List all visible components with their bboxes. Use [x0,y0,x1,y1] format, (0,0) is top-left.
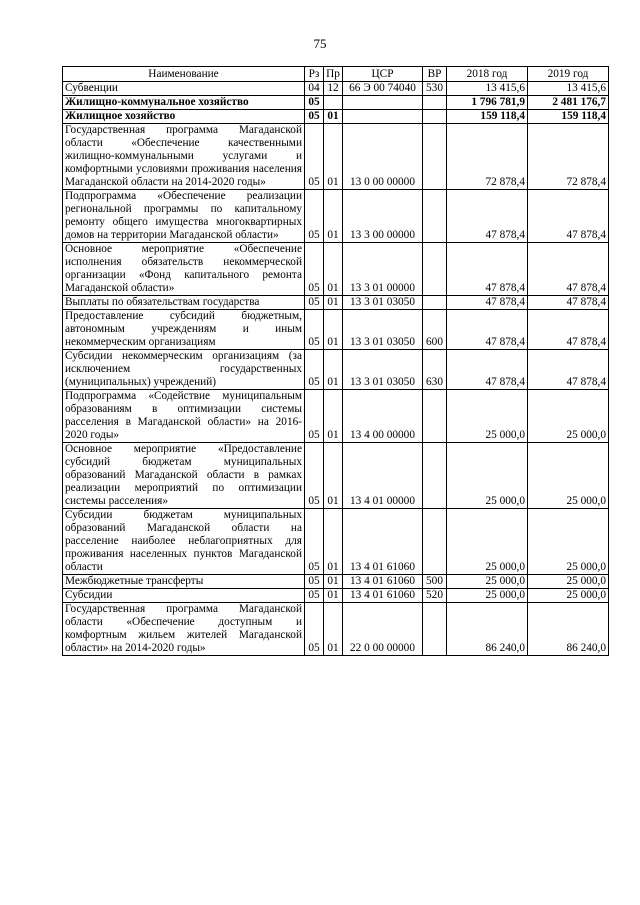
row-2019: 72 878,4 [528,124,609,190]
row-name: Основное мероприятие «Предоставление субсидий бюджетам муниципальных образований Магаданской области в рамках реализации мероприятий по оптимизации системы расселения» [63,443,305,509]
table-row [63,296,609,310]
table-header-row [63,67,609,82]
row-2018: 159 118,4 [447,110,528,124]
row-rz: 05 [305,96,324,110]
row-pr: 01 [324,603,343,656]
row-2019: 25 000,0 [528,390,609,443]
row-csr: 13 4 00 00000 [343,390,423,443]
row-pr: 01 [324,190,343,243]
row-csr: 13 4 01 61060 [343,589,423,603]
row-name: Выплаты по обязательствам государства [63,296,305,310]
table-row [63,390,609,443]
row-rz: 05 [305,190,324,243]
row-2018: 13 415,6 [447,82,528,96]
row-vr [423,509,447,575]
row-2018: 47 878,4 [447,190,528,243]
row-rz: 05 [305,124,324,190]
row-vr: 630 [423,350,447,390]
row-vr [423,96,447,110]
table-row [63,589,609,603]
row-rz: 05 [305,575,324,589]
row-vr [423,603,447,656]
row-pr: 01 [324,443,343,509]
row-name: Жилищно-коммунальное хозяйство [63,96,305,110]
row-csr: 13 3 01 00000 [343,243,423,296]
row-name: Субвенции [63,82,305,96]
row-2018: 25 000,0 [447,509,528,575]
header-pr: Пр [324,67,343,82]
header-name: Наименование [63,67,305,82]
header-rz: Рз [305,67,324,82]
table-row [63,96,609,110]
row-2019: 47 878,4 [528,296,609,310]
row-pr: 01 [324,243,343,296]
table-row [63,124,609,190]
table-row [63,82,609,96]
header-csr: ЦСР [343,67,423,82]
row-csr: 13 4 01 61060 [343,575,423,589]
row-rz: 05 [305,390,324,443]
table-row [63,575,609,589]
table-row [63,243,609,296]
header-2019: 2019 год [528,67,609,82]
row-vr: 520 [423,589,447,603]
table-row [63,310,609,350]
row-rz: 05 [305,509,324,575]
row-2018: 86 240,0 [447,603,528,656]
row-vr: 500 [423,575,447,589]
row-2019: 25 000,0 [528,575,609,589]
row-csr: 13 3 01 03050 [343,350,423,390]
row-pr: 01 [324,350,343,390]
row-2019: 13 415,6 [528,82,609,96]
row-csr: 13 4 01 00000 [343,443,423,509]
row-name: Предоставление субсидий бюджетным, автономным учреждениям и иным некоммерческим организациям [63,310,305,350]
row-csr [343,96,423,110]
row-name: Подпрограмма «Обеспечение реализации региональной программы по капитальному ремонту общего имущества многоквартирных домов на территории Магаданской области» [63,190,305,243]
row-pr: 01 [324,110,343,124]
row-name: Субсидии бюджетам муниципальных образований Магаданской области на расселение наиболее неблагоприятных для проживания населенных пунктов Магаданской области [63,509,305,575]
row-2019: 25 000,0 [528,509,609,575]
row-name: Субсидии [63,589,305,603]
row-vr [423,243,447,296]
row-name: Государственная программа Магаданской области «Обеспечение доступным и комфортным жильем жителей Магаданской области» на 2014-2020 годы» [63,603,305,656]
row-rz: 04 [305,82,324,96]
row-rz: 05 [305,243,324,296]
row-rz: 05 [305,110,324,124]
row-pr: 01 [324,310,343,350]
row-name: Подпрограмма «Содействие муниципальным образованиям в оптимизации системы расселения в Магаданской области» на 2016-2020 годы» [63,390,305,443]
row-csr: 22 0 00 00000 [343,603,423,656]
row-2019: 25 000,0 [528,443,609,509]
row-rz: 05 [305,296,324,310]
row-vr: 530 [423,82,447,96]
page-number: 75 [313,36,327,51]
header-2018: 2018 год [447,67,528,82]
row-csr: 66 Э 00 74040 [343,82,423,96]
row-csr: 13 3 01 03050 [343,296,423,310]
row-name: Субсидии некоммерческим организациям (за исключением государственных (муниципальных) учреждений) [63,350,305,390]
row-pr: 01 [324,575,343,589]
row-2019: 25 000,0 [528,589,609,603]
table-row [63,509,609,575]
row-2018: 47 878,4 [447,243,528,296]
row-2019: 159 118,4 [528,110,609,124]
row-2018: 47 878,4 [447,310,528,350]
row-vr [423,443,447,509]
row-pr: 01 [324,124,343,190]
row-rz: 05 [305,310,324,350]
row-2019: 47 878,4 [528,243,609,296]
row-pr: 01 [324,390,343,443]
row-csr: 13 3 00 00000 [343,190,423,243]
row-pr: 01 [324,296,343,310]
row-rz: 05 [305,589,324,603]
row-csr: 13 3 01 03050 [343,310,423,350]
row-2019: 86 240,0 [528,603,609,656]
budget-table [62,66,609,656]
row-vr [423,296,447,310]
row-2018: 72 878,4 [447,124,528,190]
row-2018: 25 000,0 [447,443,528,509]
row-2018: 47 878,4 [447,350,528,390]
row-rz: 05 [305,350,324,390]
header-vr: ВР [423,67,447,82]
row-vr [423,390,447,443]
row-name: Государственная программа Магаданской области «Обеспечение качественными жилищно-коммунальными услугами и комфортными условиями проживания населения Магаданской области на 2014-2020 годы» [63,124,305,190]
table-row [63,110,609,124]
row-pr: 12 [324,82,343,96]
row-vr [423,124,447,190]
row-vr [423,190,447,243]
row-2019: 2 481 176,7 [528,96,609,110]
row-pr [324,96,343,110]
row-csr [343,110,423,124]
table-row [63,443,609,509]
row-name: Основное мероприятие «Обеспечение исполнения обязательств некоммерческой организации «Фонд капитального ремонта Магаданской области» [63,243,305,296]
row-2019: 47 878,4 [528,310,609,350]
row-name: Межбюджетные трансферты [63,575,305,589]
table-row [63,350,609,390]
row-csr: 13 0 00 00000 [343,124,423,190]
row-rz: 05 [305,603,324,656]
row-pr: 01 [324,509,343,575]
row-vr: 600 [423,310,447,350]
row-2018: 25 000,0 [447,575,528,589]
row-2019: 47 878,4 [528,350,609,390]
table-row [63,190,609,243]
row-name: Жилищное хозяйство [63,110,305,124]
row-2018: 25 000,0 [447,589,528,603]
row-vr [423,110,447,124]
row-csr: 13 4 01 61060 [343,509,423,575]
row-2018: 47 878,4 [447,296,528,310]
row-rz: 05 [305,443,324,509]
row-2018: 25 000,0 [447,390,528,443]
table-row [63,603,609,656]
row-pr: 01 [324,589,343,603]
row-2018: 1 796 781,9 [447,96,528,110]
row-2019: 47 878,4 [528,190,609,243]
